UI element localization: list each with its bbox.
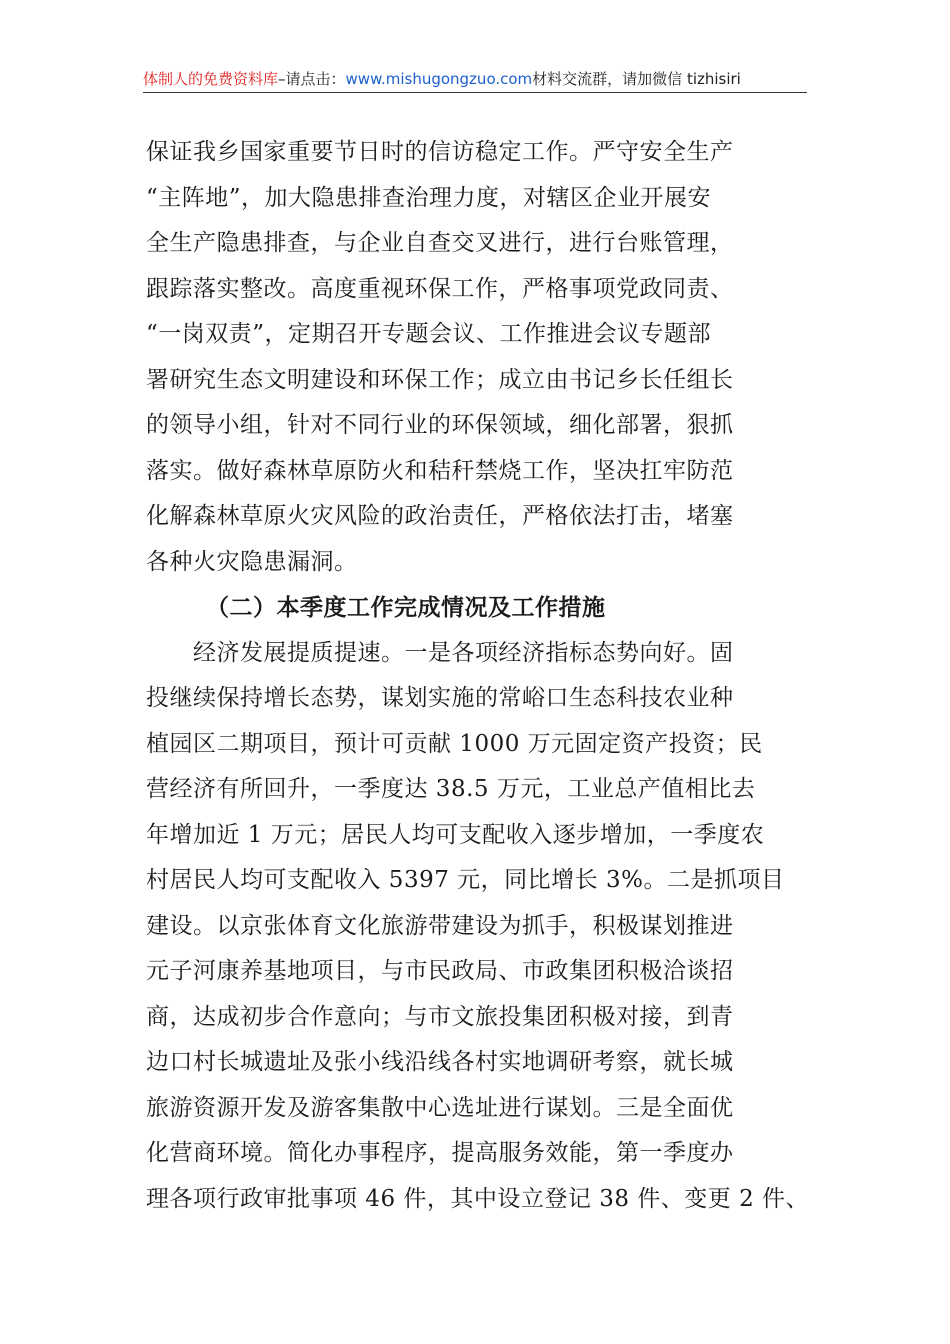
text-line: 营经济有所回升，一季度达 38.5 万元，工业总产值相比去 — [146, 776, 756, 802]
text-line: 植园区二期项目，预计可贡献 1000 万元固定资产投资；民 — [146, 730, 763, 757]
text-line: 全生产隐患排查，与企业自查交叉进行，进行台账管理， — [146, 230, 734, 256]
text-line: 投继续保持增长态势，谋划实施的常峪口生态科技农业种 — [146, 685, 734, 711]
text-line: 署研究生态文明建设和环保工作；成立由书记乡长任组长 — [146, 366, 734, 393]
paragraph-safety-environment — [146, 130, 812, 585]
text-line: 跟踪落实整改。高度重视环保工作，严格事项党政同责、 — [146, 275, 734, 302]
header-contact-text: 材料交流群，请加微信 tizhisiri — [532, 70, 741, 88]
text-line: 经济发展提质提速。一是各项经济指标态势向好。固 — [146, 639, 734, 666]
text-line: 的领导小组，针对不同行业的环保领域，细化部署，狠抓 — [146, 412, 734, 438]
text-line: 边口村长城遗址及张小线沿线各村实地调研考察，就长城 — [146, 1049, 734, 1075]
paragraph-economic-development — [146, 631, 812, 1223]
text-line: 落实。做好森林草原防火和秸秆禁烧工作，坚决扛牢防范 — [146, 457, 734, 484]
text-line: 年增加近 1 万元；居民人均可支配收入逐步增加，一季度农 — [146, 821, 765, 848]
text-line: “主阵地”，加大隐患排查治理力度，对辖区企业开展安 — [146, 184, 712, 211]
header-click-text: –请点击： — [278, 70, 346, 88]
text-line: 村居民人均可支配收入 5397 元，同比增长 3%。二是抓项目 — [146, 867, 785, 893]
text-line: 化营商环境。简化办事程序，提高服务效能，第一季度办 — [146, 1140, 734, 1166]
header-url-link[interactable]: www.mishugongzuo.com — [345, 70, 533, 88]
text-line: 各种火灾隐患漏洞。 — [146, 548, 358, 575]
text-line: 元子河康养基地项目，与市民政局、市政集团积极洽谈招 — [146, 958, 734, 984]
section-heading: （二）本季度工作完成情况及工作措施 — [206, 594, 606, 621]
page-header — [143, 66, 807, 93]
text-line: 商，达成初步合作意向；与市文旅投集团积极对接，到青 — [146, 1003, 734, 1030]
text-line: 化解森林草原火灾风险的政治责任，严格依法打击，堵塞 — [146, 503, 734, 529]
text-line: 理各项行政审批事项 46 件，其中设立登记 38 件、变更 2 件、 — [146, 1185, 810, 1212]
text-line: 建设。以京张体育文化旅游带建设为抓手，积极谋划推进 — [146, 912, 734, 939]
text-line: 旅游资源开发及游客集散中心选址进行谋划。三是全面优 — [146, 1094, 734, 1121]
text-line: 保证我乡国家重要节日时的信访稳定工作。严守安全生产 — [146, 139, 734, 165]
document-body — [146, 130, 812, 1222]
text-line: “一岗双责”，定期召开专题会议、工作推进会议专题部 — [146, 321, 712, 347]
header-site-name: 体制人的免费资料库 — [143, 70, 279, 88]
